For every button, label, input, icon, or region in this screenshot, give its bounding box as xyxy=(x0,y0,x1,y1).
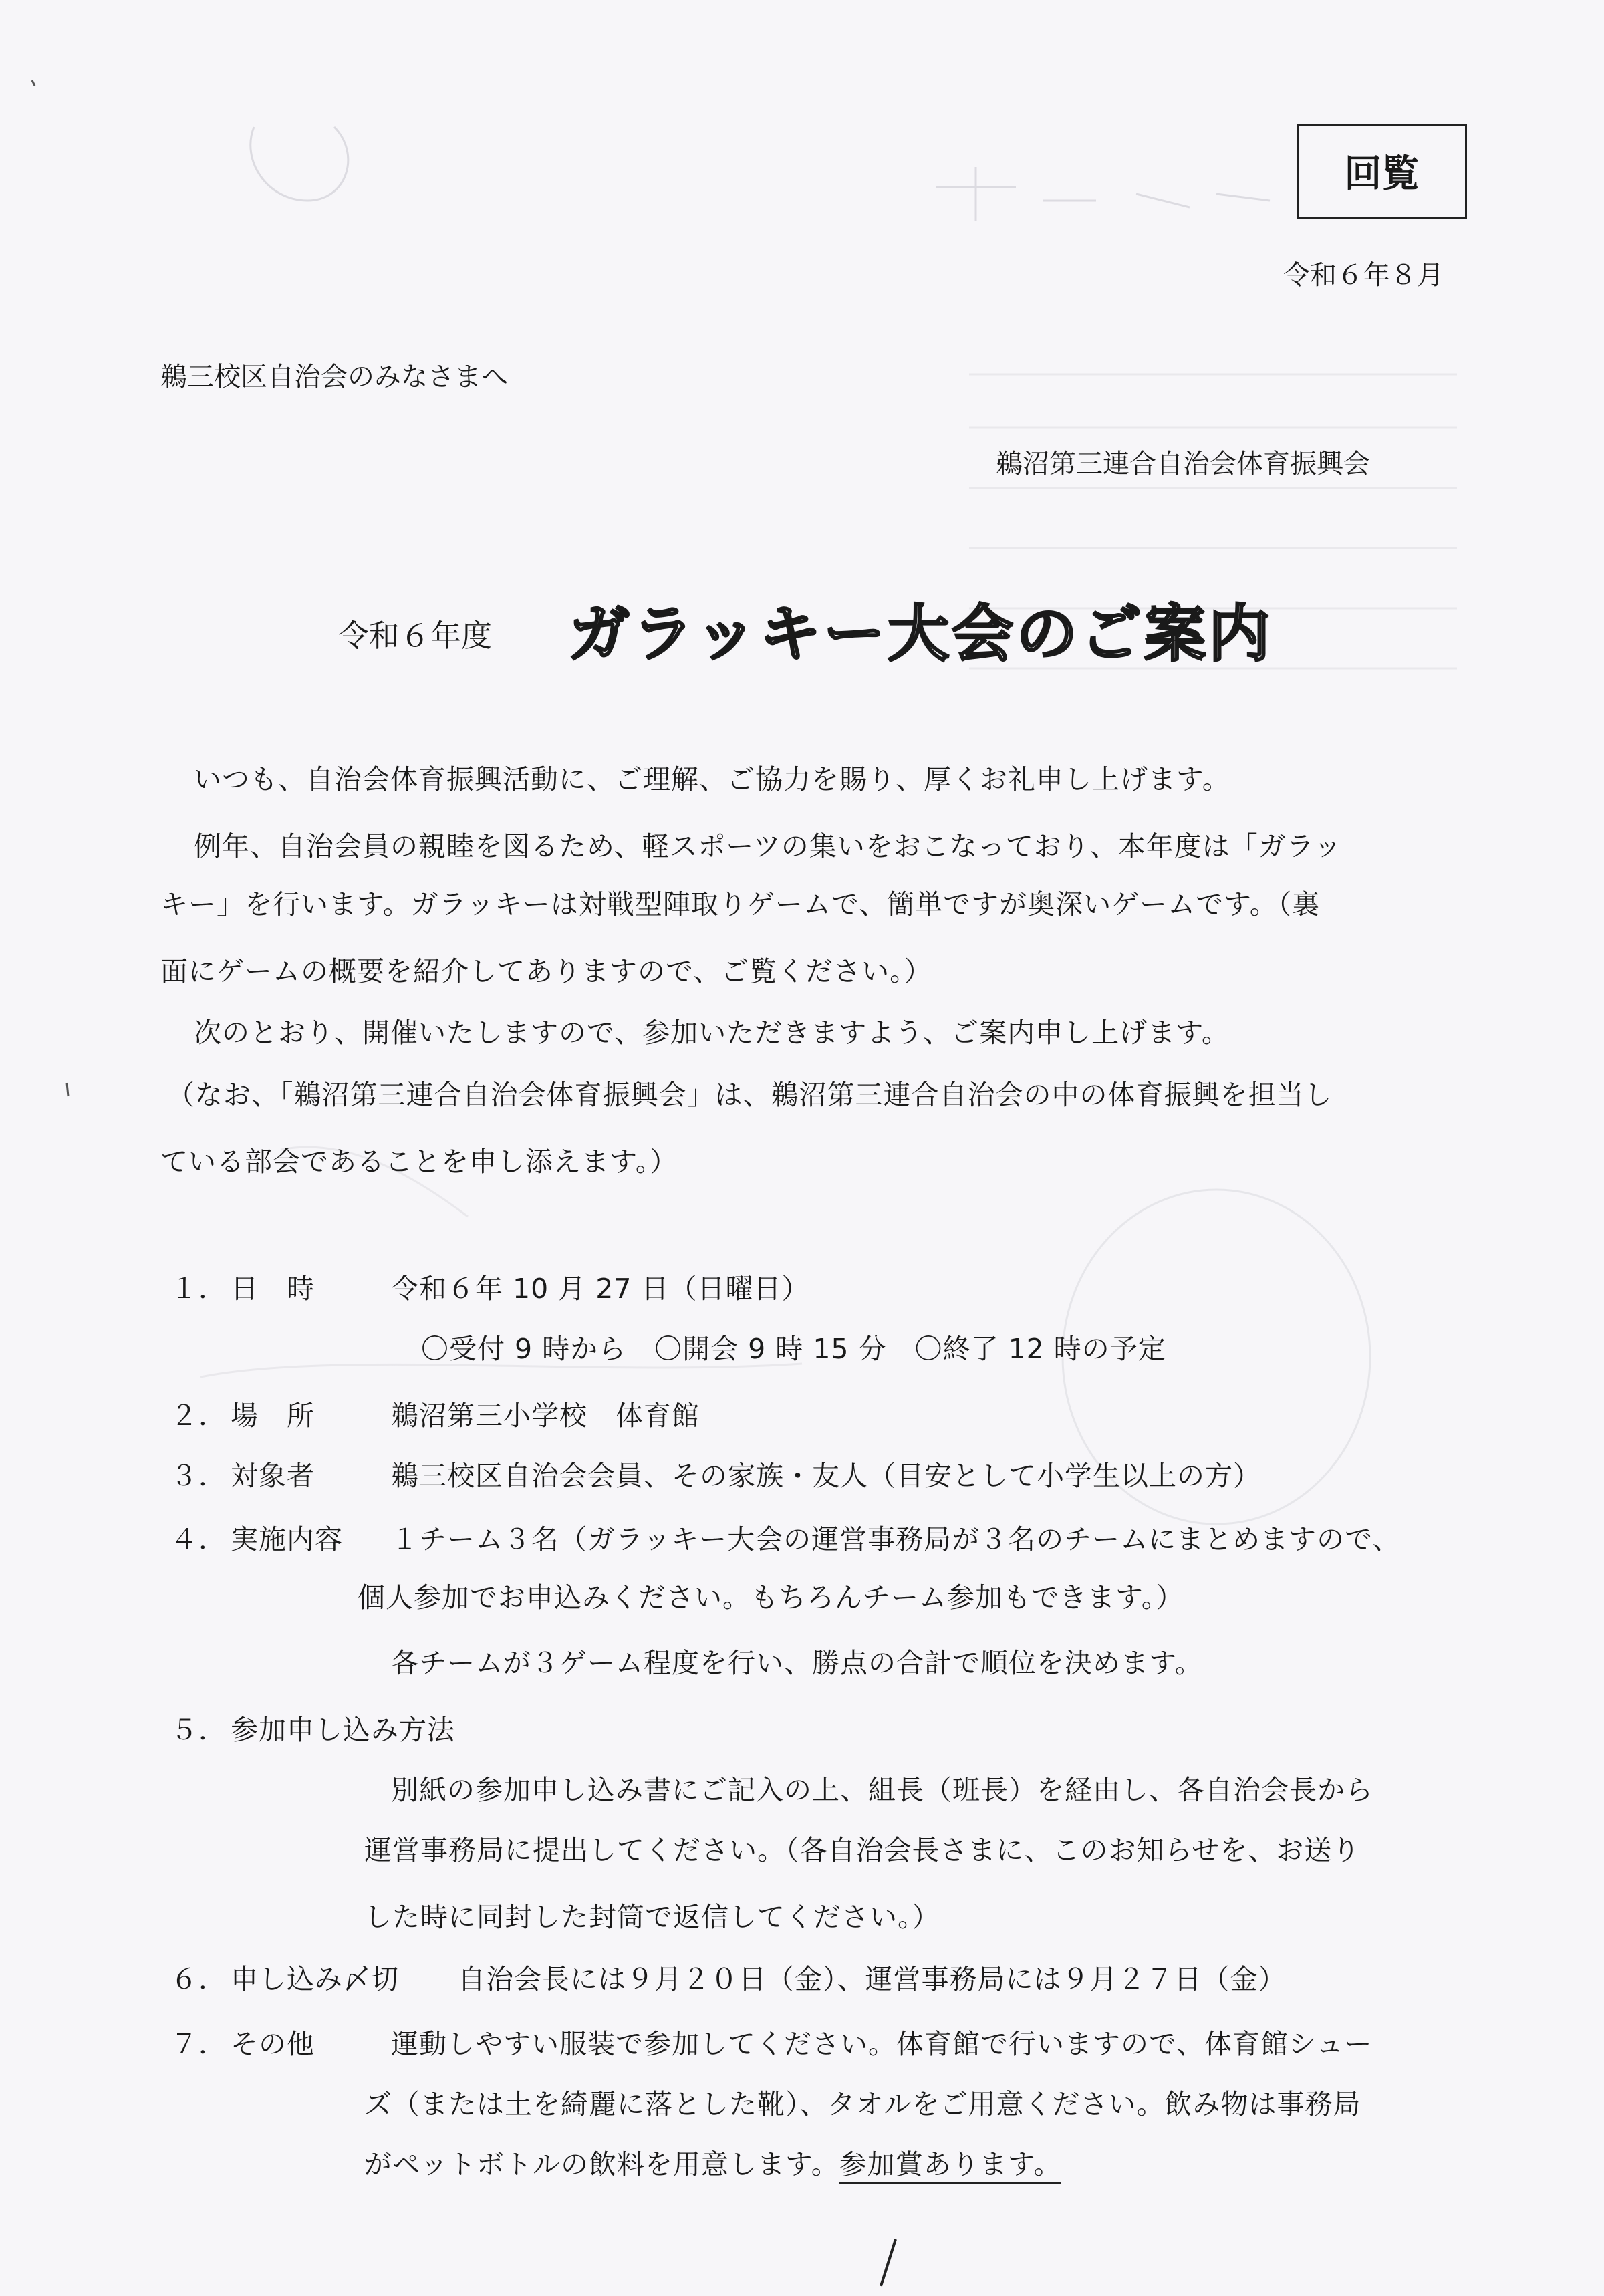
item-7-line3-text: がペットボトルの飲料を用意します。 xyxy=(364,2148,839,2180)
item-3-number: ３． xyxy=(170,1460,227,1492)
item-5-line1: 別紙の参加申し込み書にご記入の上、組長（班長）を経由し、各自治会長から xyxy=(391,1774,1373,1806)
body-line: いつも、自治会体育振興活動に、ご理解、ご協力を賜り、厚くお礼申し上げます。 xyxy=(194,763,1230,795)
item-7-line3 xyxy=(364,2142,1061,2182)
item-4-line2: 個人参加でお申込みください。もちろんチーム参加もできます。） xyxy=(358,1581,1184,1614)
item-3-value: 鵜三校区自治会会員、その家族・友人（目安として小学生以上の方） xyxy=(391,1460,1261,1492)
item-3-label: 対象者 xyxy=(231,1460,315,1492)
page-title: ガラッキー大会のご案内 xyxy=(568,598,1273,670)
item-5-line3: した時に同封した封筒で返信してください。） xyxy=(364,1901,940,1933)
body-line: キー」を行います。ガラッキーは対戦型陣取りゲームで、簡単ですが奥深いゲームです。（裏 xyxy=(160,888,1321,920)
item-1-number: １． xyxy=(170,1273,227,1305)
body-line: 次のとおり、開催いたしますので、参加いただきますよう、ご案内申し上げます。 xyxy=(194,1017,1230,1049)
issue-date: 令和６年８月 xyxy=(1283,260,1444,291)
item-7-label: その他 xyxy=(231,2028,315,2060)
item-1-label: 日 時 xyxy=(231,1273,315,1305)
body-line: 面にゲームの概要を紹介してありますので、ご覧ください。） xyxy=(160,955,932,987)
item-6-label: 申し込み〆切 xyxy=(231,1963,399,1995)
item-5-number: ５． xyxy=(170,1714,227,1746)
item-4-value: １チーム３名（ガラッキー大会の運営事務局が３名のチームにまとめますので、 xyxy=(391,1523,1401,1555)
item-1-schedule: 〇受付 9 時から 〇開会 9 時 15 分 〇終了 12 時の予定 xyxy=(421,1333,1166,1365)
item-5-line2: 運営事務局に提出してください。（各自治会長さまに、このお知らせを、お送り xyxy=(364,1834,1361,1866)
body-line: ている部会であることを申し添えます。） xyxy=(160,1146,678,1178)
stamp-label: 回覧 xyxy=(1344,152,1420,196)
body-line: （なお、「鵜沼第三連合自治会体育振興会」は、鵜沼第三連合自治会の中の体育振興を担当し xyxy=(167,1079,1333,1111)
item-4-line3: 各チームが３ゲーム程度を行い、勝点の合計で順位を決めます。 xyxy=(391,1647,1203,1679)
sender: 鵜沼第三連合自治会体育振興会 xyxy=(996,449,1370,479)
item-5-label: 参加申し込み方法 xyxy=(231,1714,455,1746)
item-7-number: ７． xyxy=(170,2028,227,2060)
title-year: 令和６年度 xyxy=(338,618,492,654)
item-6-number: ６． xyxy=(170,1963,227,1995)
item-6-value: 自治会長には９月２０日（金）、運営事務局には９月２７日（金） xyxy=(458,1963,1287,1995)
item-4-number: ４． xyxy=(170,1523,227,1555)
item-2-value: 鵜沼第三小学校 体育館 xyxy=(391,1400,700,1432)
participation-prize-note: 参加賞あります。 xyxy=(839,2148,1062,2184)
item-1-value: 令和６年 10 月 27 日（日曜日） xyxy=(391,1273,810,1305)
item-2-number: ２． xyxy=(170,1400,227,1432)
item-4-label: 実施内容 xyxy=(231,1523,343,1555)
item-7-line2: ズ（または土を綺麗に落とした靴）、タオルをご用意ください。飲み物は事務局 xyxy=(364,2088,1361,2120)
item-2-label: 場 所 xyxy=(231,1400,315,1432)
body-line: 例年、自治会員の親睦を図るため、軽スポーツの集いをおこなっており、本年度は「ガラッ xyxy=(194,830,1342,862)
addressee: 鵜三校区自治会のみなさまへ xyxy=(160,362,508,392)
item-7-value: 運動しやすい服装で参加してください。体育館で行いますので、体育館シュー xyxy=(391,2028,1373,2060)
circulation-stamp xyxy=(1297,124,1467,219)
